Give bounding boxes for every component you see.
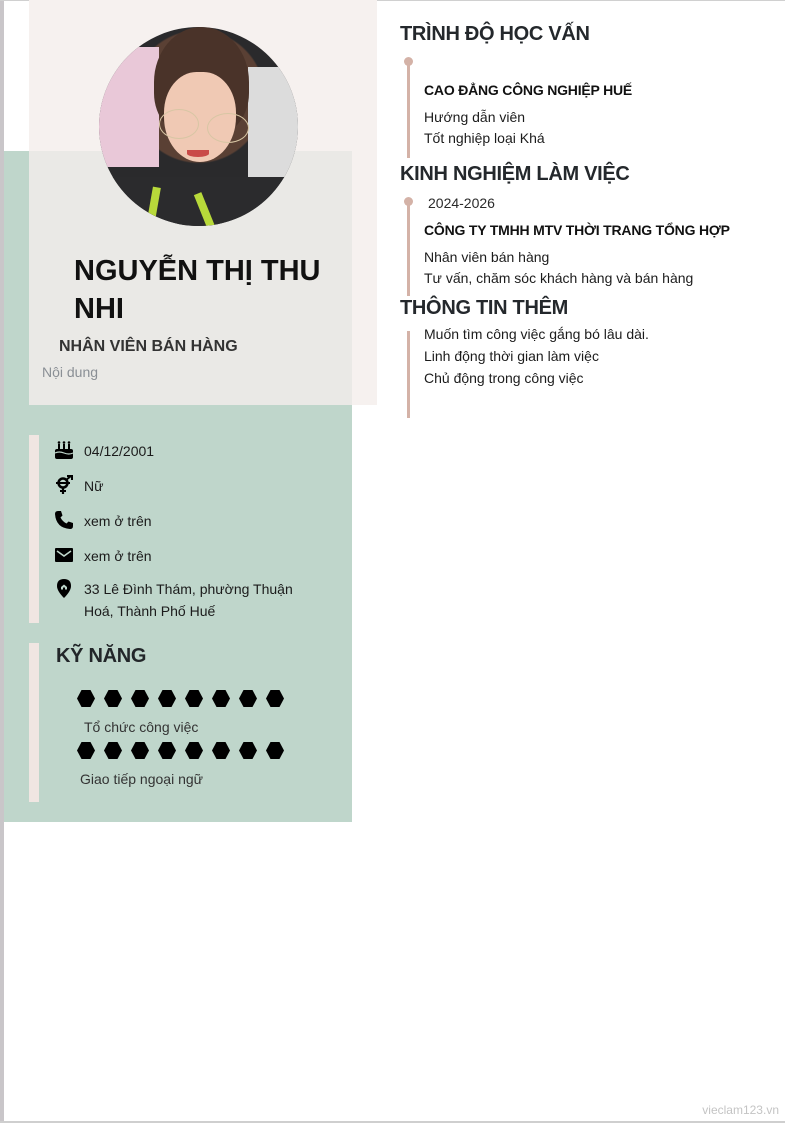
skill-rating-1 [77, 690, 293, 707]
rating-hexagon-icon [266, 690, 284, 707]
rating-hexagon-icon [77, 742, 95, 759]
rating-hexagon-icon [158, 742, 176, 759]
rating-hexagon-icon [266, 742, 284, 759]
phone-value: xem ở trên [84, 513, 152, 529]
additional-line: Linh động thời gian làm việc [424, 348, 599, 364]
experience-company: CÔNG TY TMHH MTV THỜI TRANG TỔNG HỢP [424, 222, 730, 238]
rating-hexagon-icon [212, 742, 230, 759]
timeline-dot-icon [404, 57, 413, 66]
skills-accent-bar [29, 643, 39, 802]
rating-hexagon-icon [104, 690, 122, 707]
rating-hexagon-icon [104, 742, 122, 759]
rating-hexagon-icon [131, 742, 149, 759]
rating-hexagon-icon [212, 690, 230, 707]
gender-icon [54, 475, 74, 495]
experience-period: 2024-2026 [428, 195, 495, 211]
education-result: Tốt nghiệp loại Khá [424, 130, 545, 146]
address-value: 33 Lê Đình Thám, phường Thuận Hoá, Thành Phố Huế [84, 581, 293, 619]
avatar [99, 27, 298, 226]
rating-hexagon-icon [158, 690, 176, 707]
skills-section-title: KỸ NĂNG [56, 645, 147, 667]
job-title: NHÂN VIÊN BÁN HÀNG [59, 338, 238, 355]
additional-timeline [407, 331, 410, 418]
experience-timeline [407, 202, 410, 296]
avatar-bg-left [99, 47, 159, 167]
email-value: xem ở trên [84, 548, 152, 564]
gender-value: Nữ [84, 478, 104, 494]
skill-rating-2 [77, 742, 293, 759]
additional-line: Chủ động trong công việc [424, 370, 584, 386]
rating-hexagon-icon [185, 742, 203, 759]
education-school: CAO ĐẲNG CÔNG NGHIỆP HUẾ [424, 82, 633, 98]
rating-hexagon-icon [185, 690, 203, 707]
education-major: Hướng dẫn viên [424, 109, 526, 125]
contact-address [54, 578, 314, 622]
rating-hexagon-icon [77, 690, 95, 707]
additional-line: Muốn tìm công việc gắng bó lâu dài. [424, 326, 649, 342]
skill-label: Giao tiếp ngoại ngữ [80, 771, 204, 787]
experience-section-title: KINH NGHIỆM LÀM VIỆC [400, 163, 630, 185]
location-pin-icon [54, 578, 74, 598]
contact-phone [54, 510, 314, 532]
rating-hexagon-icon [239, 690, 257, 707]
avatar-glasses-left [159, 109, 199, 139]
candidate-name: NGUYỄN THỊ THU NHI [74, 255, 321, 325]
additional-section-title: THÔNG TIN THÊM [400, 297, 569, 319]
experience-description: Tư vấn, chăm sóc khách hàng và bán hàng [424, 270, 694, 286]
contact-email [54, 545, 314, 567]
timeline-dot-icon [404, 197, 413, 206]
education-timeline [407, 62, 410, 158]
watermark: vieclam123.vn [702, 1103, 779, 1117]
education-section-title: TRÌNH ĐỘ HỌC VẤN [400, 23, 590, 45]
profile-subtitle: Nội dung [42, 364, 99, 380]
avatar-glasses-right [207, 113, 249, 143]
avatar-lips [187, 150, 209, 157]
avatar-bg-right [248, 67, 298, 177]
rating-hexagon-icon [131, 690, 149, 707]
skill-label: Tổ chức công việc [84, 719, 199, 735]
experience-position: Nhân viên bán hàng [424, 249, 550, 265]
phone-icon [54, 510, 74, 530]
birthday-cake-icon [54, 440, 74, 460]
contact-gender [54, 475, 314, 497]
rating-hexagon-icon [239, 742, 257, 759]
contact-birthday [54, 440, 314, 462]
birthday-value: 04/12/2001 [84, 443, 155, 459]
email-icon [54, 545, 74, 565]
contact-accent-bar [29, 435, 39, 623]
